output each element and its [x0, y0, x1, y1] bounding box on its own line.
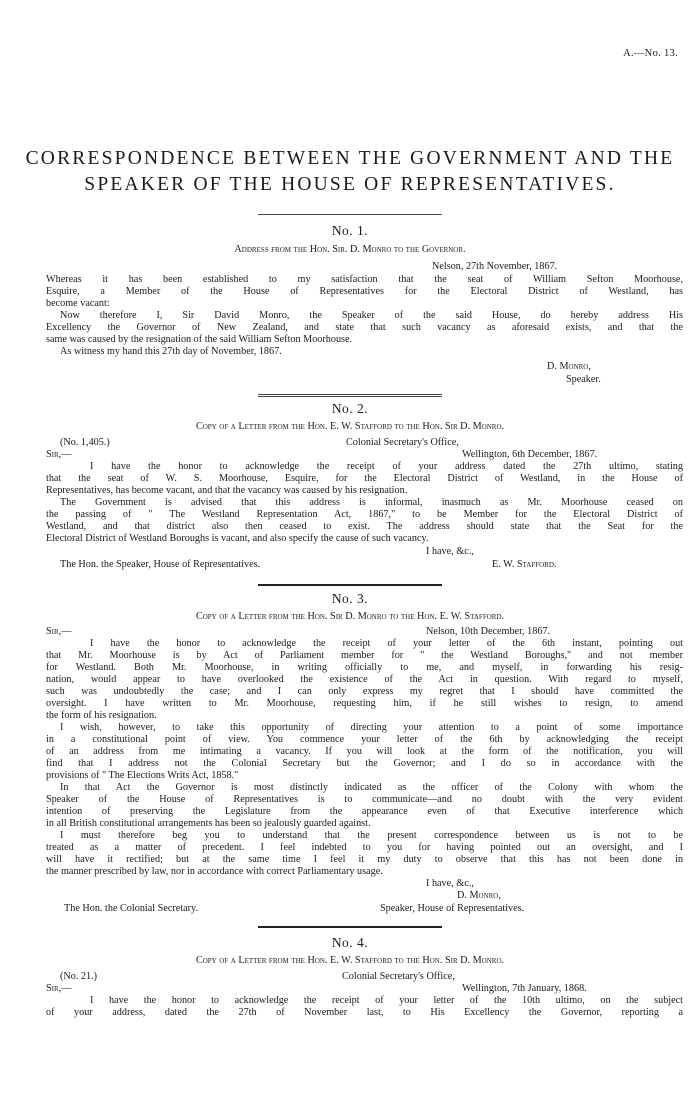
document-3-line: provisions of " The Elections Writs Act, 1858."	[46, 770, 239, 781]
document-3-line: In that Act the Governor is most distinctly indicated as the officer of the Colony with whom the	[60, 782, 683, 793]
document-3-line: nation, would appear to have overlooked the existence of the Act in question. With regard to myself,	[46, 674, 683, 685]
document-1-line: same was caused by the resignation of the said William Sefton Moorhouse.	[46, 334, 353, 345]
document-1-line: Esquire, a Member of the House of Representatives for the Electoral District of Westland, has	[46, 286, 683, 297]
title-rule	[258, 214, 442, 215]
document-2-salutation: Sir,—	[46, 449, 72, 460]
document-3-line: will have it rectified; but at the same time I feel it my duty to observe that this has not been done in	[46, 854, 683, 865]
document-title-line-1: CORRESPONDENCE BETWEEN THE GOVERNMENT AND THE	[25, 148, 675, 169]
document-4-line: of your address, dated the 27th of November last, to His Excellency the Governor, reporting a	[46, 1007, 683, 1018]
document-1-line: Now therefore I, Sir David Monro, the Speaker of the said House, do hereby address His	[60, 310, 683, 321]
document-4-office: Colonial Secretary's Office,	[342, 971, 455, 982]
document-1-heading: Address from the Hon. Sir. D. Monro to the Governor.	[234, 244, 466, 255]
document-4-number: No. 4.	[331, 935, 369, 950]
document-3-place-date: Nelson, 10th December, 1867.	[426, 626, 551, 637]
document-1-number: No. 1.	[331, 223, 369, 238]
document-1-signature-title: Speaker.	[566, 374, 601, 385]
document-3-signature-title: Speaker, House of Representatives.	[380, 903, 525, 914]
document-1-place-date: Nelson, 27th November, 1867.	[432, 261, 558, 272]
section-rule	[258, 926, 442, 928]
document-2-line: that the seat of W. S. Moorhouse, Esquire, for the Electoral District of Westland, in the House of	[46, 473, 683, 484]
document-3-line: of an address from me intimating a vacancy. If you will look at the form of the notification, you will	[46, 746, 683, 757]
document-3-line: in a constitutional point of view. You commence your letter of the 6th by acknowledging the receipt	[46, 734, 683, 745]
document-4-heading: Copy of a Letter from the Hon. E. W. Stafford to the Hon. Sir D. Monro.	[195, 955, 505, 966]
document-3-line: I must therefore beg you to understand that the present correspondence between us is not to be	[60, 830, 683, 841]
document-1-line: Whereas it has been established to my satisfaction that the seat of William Sefton Moorhouse,	[46, 274, 683, 285]
document-2-number: No. 2.	[331, 401, 369, 416]
document-2-line: I have the honor to acknowledge the receipt of your address dated the 27th ultimo, stating	[90, 461, 683, 472]
section-rule	[258, 584, 442, 586]
document-1-signature: D. Monro,	[547, 361, 591, 372]
document-3-closing: I have, &c.,	[426, 878, 474, 889]
document-2-line: The Government is advised that this address is informal, inasmuch as Mr. Moorhouse ceased on	[60, 497, 683, 508]
document-3-line: find that I address not the Colonial Secretary but the Governor; and I do so in accordance with the	[46, 758, 683, 769]
document-3-line: the manner prescribed by law, nor in accordance with correct Parliamentary usage.	[46, 866, 383, 877]
document-2-reference-number: (No. 1,405.)	[60, 437, 110, 448]
document-2-heading: Copy of a Letter from the Hon. E. W. Stafford to the Hon. Sir D. Monro.	[195, 421, 505, 432]
document-3-line: I wish, however, to take this opportunity of directing your attention to a point of some importance	[60, 722, 683, 733]
document-3-signature: D. Monro,	[457, 890, 501, 901]
document-1-line: become vacant:	[46, 298, 110, 309]
document-2-place-date: Wellington, 6th December, 1867.	[462, 449, 598, 460]
document-3-addressee: The Hon. the Colonial Secretary.	[64, 903, 198, 914]
document-2-line: Representatives, has become vacant, and that the vacancy was caused by his resignation.	[46, 485, 408, 496]
document-3-line: oversight. I have written to Mr. Moorhouse, requesting him, if he still wishes to resign, to amend	[46, 698, 683, 709]
document-2-addressee: The Hon. the Speaker, House of Representatives.	[60, 559, 261, 570]
document-3-line: for Westland. Both Mr. Moorhouse, in writing officially to me, and myself, in forwarding his resig-	[46, 662, 683, 673]
document-3-line: that Mr. Moorhouse is by Act of Parliament member for " the Westland Boroughs," and not member	[46, 650, 683, 661]
document-3-heading: Copy of a Letter from the Hon. Sir D. Monro to the Hon. E. W. Stafford.	[195, 611, 505, 622]
document-3-line: such was undoubtedly the case; and I can only express my regret that I should have committed the	[46, 686, 683, 697]
document-2-signature: E. W. Stafford.	[492, 559, 557, 570]
section-rule	[258, 394, 442, 397]
document-1-line: Excellency the Governor of New Zealand, and state that such vacancy as aforesaid exists, and that the	[46, 322, 683, 333]
document-1-line: As witness my hand this 27th day of November, 1867.	[60, 346, 282, 357]
document-2-line: the passing of " The Westland Representation Act, 1867," to be Member for the Electoral District of	[46, 509, 683, 520]
document-3-line: the form of his resignation.	[46, 710, 157, 721]
document-4-line: I have the honor to acknowledge the receipt of your letter of the 10th ultimo, on the subject	[90, 995, 683, 1006]
document-3-line: treated as a matter of precedent. I feel indebted to you for having pointed out an oversight, and I	[46, 842, 683, 853]
document-4-place-date: Wellington, 7th January, 1868.	[462, 983, 587, 994]
document-2-office: Colonial Secretary's Office,	[346, 437, 459, 448]
document-3-line: intention of preserving the Legislature from the appearance even of that Executive interference which	[46, 806, 683, 817]
document-2-line: Westland, and that district also then ceased to exist. The address should state that the Seat for the	[46, 521, 683, 532]
document-2-line: Electoral District of Westland Boroughs is vacant, and also specify the cause of such vacancy.	[46, 533, 429, 544]
document-3-salutation: Sir,—	[46, 626, 72, 637]
document-reference: A.—No. 13.	[623, 48, 678, 59]
document-4-salutation: Sir,—	[46, 983, 72, 994]
document-2-closing: I have, &c.,	[426, 546, 474, 557]
document-4-reference-number: (No. 21.)	[60, 971, 98, 982]
document-3-line: I have the honor to acknowledge the receipt of your letter of the 6th instant, pointing out	[90, 638, 683, 649]
document-title-line-2: SPEAKER OF THE HOUSE OF REPRESENTATIVES.	[84, 174, 616, 195]
document-3-line: in all British constitutional arrangements has been so jealously guarded against.	[46, 818, 371, 829]
document-3-line: Speaker of the House of Representatives is to communicate—and no doubt with the very evident	[46, 794, 683, 805]
document-3-number: No. 3.	[331, 591, 369, 606]
